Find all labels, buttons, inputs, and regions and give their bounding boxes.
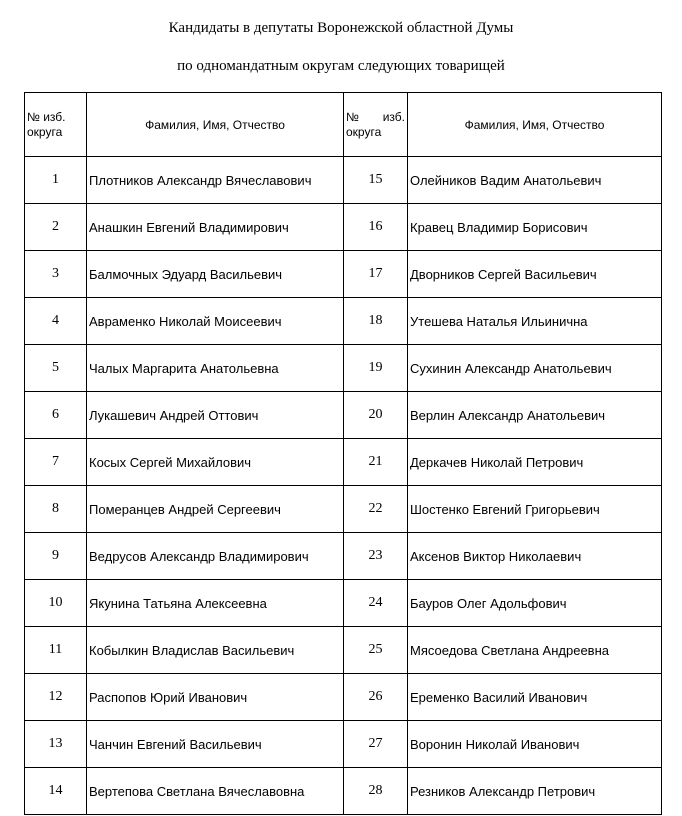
left-candidate-name: Косых Сергей Михайлович xyxy=(87,439,344,486)
table-row xyxy=(25,721,662,768)
right-candidate-name: Сухинин Александр Анатольевич xyxy=(408,345,662,392)
left-candidate-name: Ведрусов Александр Владимирович xyxy=(87,533,344,580)
table-header-row xyxy=(25,93,662,157)
left-district-number: 4 xyxy=(25,298,87,345)
left-district-number: 8 xyxy=(25,486,87,533)
table-row xyxy=(25,439,662,486)
table-row xyxy=(25,157,662,204)
left-candidate-name: Плотников Александр Вячеславович xyxy=(87,157,344,204)
header-right-district-number xyxy=(344,93,408,157)
right-candidate-name: Аксенов Виктор Николаевич xyxy=(408,533,662,580)
right-district-number: 18 xyxy=(344,298,408,345)
right-candidate-name: Резников Александр Петрович xyxy=(408,768,662,815)
left-district-number: 2 xyxy=(25,204,87,251)
right-candidate-name: Дворников Сергей Васильевич xyxy=(408,251,662,298)
table-row xyxy=(25,674,662,721)
left-candidate-name: Балмочных Эдуард Васильевич xyxy=(87,251,344,298)
document-title-line-1: Кандидаты в депутаты Воронежской областной Думы xyxy=(168,20,514,36)
left-district-number: 13 xyxy=(25,721,87,768)
left-candidate-name: Анашкин Евгений Владимирович xyxy=(87,204,344,251)
right-candidate-name: Еременко Василий Иванович xyxy=(408,674,662,721)
table-row xyxy=(25,533,662,580)
left-candidate-name: Вертепова Светлана Вячеславовна xyxy=(87,768,344,815)
left-district-number: 14 xyxy=(25,768,87,815)
header-left-number-line1: № изб. xyxy=(27,109,66,124)
right-district-number: 20 xyxy=(344,392,408,439)
right-district-number: 21 xyxy=(344,439,408,486)
right-district-number: 26 xyxy=(344,674,408,721)
right-district-number: 25 xyxy=(344,627,408,674)
left-district-number: 10 xyxy=(25,580,87,627)
left-candidate-name: Авраменко Николай Моисеевич xyxy=(87,298,344,345)
left-district-number: 5 xyxy=(25,345,87,392)
table-row xyxy=(25,580,662,627)
right-district-number: 16 xyxy=(344,204,408,251)
table-body xyxy=(25,157,662,815)
left-district-number: 11 xyxy=(25,627,87,674)
header-left-full-name: Фамилия, Имя, Отчество xyxy=(87,93,344,157)
table-row xyxy=(25,627,662,674)
candidates-table xyxy=(24,92,662,815)
right-district-number: 22 xyxy=(344,486,408,533)
right-candidate-name: Верлин Александр Анатольевич xyxy=(408,392,662,439)
right-district-number: 28 xyxy=(344,768,408,815)
right-candidate-name: Утешева Наталья Ильинична xyxy=(408,298,662,345)
left-district-number: 3 xyxy=(25,251,87,298)
table-row xyxy=(25,251,662,298)
right-district-number: 15 xyxy=(344,157,408,204)
left-district-number: 6 xyxy=(25,392,87,439)
left-candidate-name: Лукашевич Андрей Оттович xyxy=(87,392,344,439)
right-candidate-name: Шостенко Евгений Григорьевич xyxy=(408,486,662,533)
document-title-line-2: по одномандатным округам следующих товарищей xyxy=(177,58,505,74)
left-district-number: 12 xyxy=(25,674,87,721)
right-candidate-name: Бауров Олег Адольфович xyxy=(408,580,662,627)
right-candidate-name: Мясоедова Светлана Андреевна xyxy=(408,627,662,674)
right-district-number: 17 xyxy=(344,251,408,298)
table-row xyxy=(25,298,662,345)
left-candidate-name: Кобылкин Владислав Васильевич xyxy=(87,627,344,674)
header-left-number-line2: округа xyxy=(27,124,63,139)
right-candidate-name: Олейников Вадим Анатольевич xyxy=(408,157,662,204)
header-left-district-number xyxy=(25,93,87,157)
left-district-number: 7 xyxy=(25,439,87,486)
right-district-number: 19 xyxy=(344,345,408,392)
header-right-number-line1: № изб. xyxy=(346,109,405,124)
table-row xyxy=(25,204,662,251)
left-candidate-name: Якунина Татьяна Алексеевна xyxy=(87,580,344,627)
left-candidate-name: Распопов Юрий Иванович xyxy=(87,674,344,721)
right-candidate-name: Кравец Владимир Борисович xyxy=(408,204,662,251)
right-district-number: 24 xyxy=(344,580,408,627)
header-right-number-line2: округа xyxy=(346,124,382,139)
left-candidate-name: Померанцев Андрей Сергеевич xyxy=(87,486,344,533)
table-row xyxy=(25,768,662,815)
left-district-number: 9 xyxy=(25,533,87,580)
left-candidate-name: Чалых Маргарита Анатольевна xyxy=(87,345,344,392)
table-row xyxy=(25,486,662,533)
right-candidate-name: Деркачев Николай Петрович xyxy=(408,439,662,486)
header-right-full-name: Фамилия, Имя, Отчество xyxy=(408,93,662,157)
right-district-number: 27 xyxy=(344,721,408,768)
left-district-number: 1 xyxy=(25,157,87,204)
right-candidate-name: Воронин Николай Иванович xyxy=(408,721,662,768)
left-candidate-name: Чанчин Евгений Васильевич xyxy=(87,721,344,768)
right-district-number: 23 xyxy=(344,533,408,580)
table-row xyxy=(25,345,662,392)
table-row xyxy=(25,392,662,439)
